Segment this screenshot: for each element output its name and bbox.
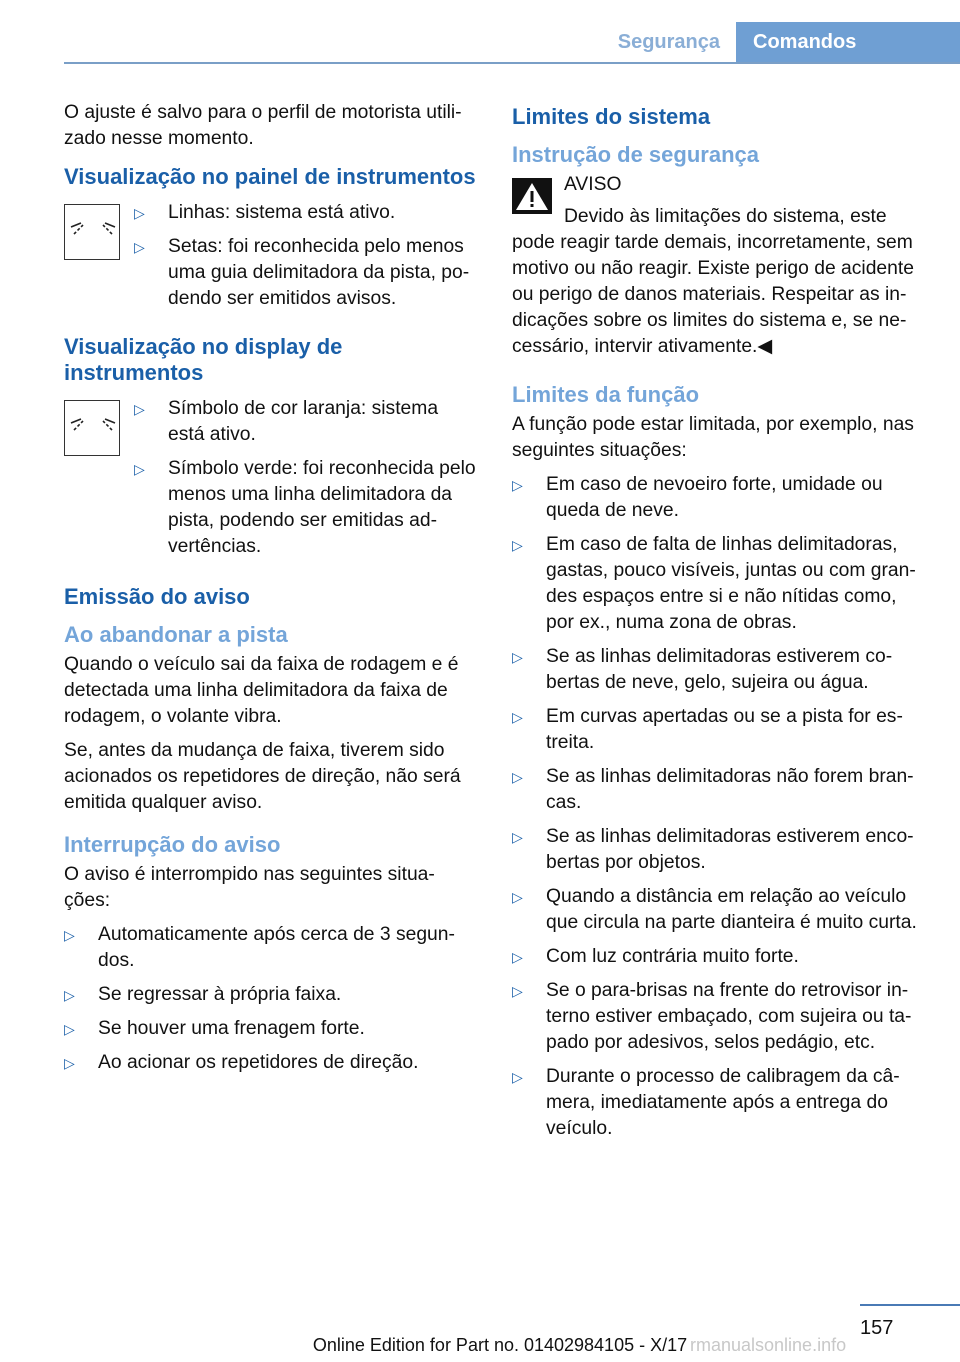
triangle-bullet-icon: ▷ (512, 983, 523, 999)
left-column (64, 100, 476, 1084)
right-column (512, 100, 928, 1150)
header-section-label: Segurança (617, 31, 720, 53)
triangle-bullet-icon: ▷ (134, 205, 145, 221)
watermark: rmanualsonline.info (690, 1335, 847, 1355)
list-item: ▷ Em caso de falta de linhas delimitadoras, gastas, pouco visíveis, juntas ou com gran-des espaços entre si e não nítidas como, por ex., numa zona de obras. (512, 534, 916, 633)
warning-triangle-icon (512, 178, 552, 212)
triangle-bullet-icon: ▷ (512, 829, 523, 845)
triangle-bullet-icon: ▷ (512, 477, 523, 493)
abandonar-paragraph-2: Se, antes da mudança de faixa, tiverem sido acionados os repetidores de direção, não será emitida qualquer aviso. (64, 740, 461, 813)
list-item: ▷ Em caso de nevoeiro forte, umidade ou queda de neve. (512, 474, 883, 521)
triangle-bullet-icon: ▷ (64, 1055, 75, 1071)
heading-painel: Visualização no painel de instrumentos (64, 164, 476, 189)
warning-text: Devido às limitações do sistema, este pode reagir tarde demais, incorretamente, sem motivo ou não reagir. Existe perigo de acidente ou perigo de danos materiais. Respeitar as in-dicações sobre os limites do sistema e, se ne-cessário, intervir ativamente.◀ (512, 206, 914, 357)
display-list (134, 396, 476, 560)
list-item: ▷ Se o para-brisas na frente do retrovisor in-terno estiver embaçado, com sujeira ou ta-pado por adesivos, selos pedágio, etc. (512, 980, 912, 1053)
triangle-bullet-icon: ▷ (512, 769, 523, 785)
painel-list (134, 200, 476, 312)
interrupcao-paragraph: O aviso é interrompido nas seguintes situa-ções: (64, 864, 435, 911)
funcao-paragraph: A função pode estar limitada, por exemplo, nas seguintes situações: (512, 414, 914, 461)
page-number: 157 (860, 1317, 894, 1339)
header-rule (64, 62, 960, 64)
interrupcao-list (64, 922, 476, 1076)
triangle-bullet-icon: ▷ (64, 987, 75, 1003)
intro-paragraph: O ajuste é salvo para o perfil de motorista utili-zado nesse momento. (64, 102, 462, 149)
triangle-bullet-icon: ▷ (64, 1021, 75, 1037)
triangle-bullet-icon: ▷ (64, 927, 75, 943)
list-item: ▷ Linhas: sistema está ativo. (134, 200, 476, 226)
triangle-bullet-icon: ▷ (134, 401, 145, 417)
triangle-bullet-icon: ▷ (512, 949, 523, 965)
header-chapter-tab: Comandos (736, 22, 960, 62)
heading-limites: Limites do sistema (512, 104, 711, 129)
list-item: ▷ Setas: foi reconhecida pelo menos uma guia delimitadora da pista, po-dendo ser emitidos avisos. (134, 236, 470, 309)
abandonar-paragraph-1: Quando o veículo sai da faixa de rodagem e é detectada uma linha delimitadora da faixa de rodagem, o volante vibra. (64, 654, 459, 727)
heading-emissao: Emissão do aviso (64, 584, 250, 609)
list-item: ▷ Símbolo verde: foi reconhecida pelo menos uma linha delimitadora da pista, podendo ser emitidas ad-vertências. (134, 458, 476, 557)
triangle-bullet-icon: ▷ (512, 889, 523, 905)
footer-rule (860, 1304, 960, 1306)
triangle-bullet-icon: ▷ (512, 1069, 523, 1085)
painel-block (64, 200, 476, 312)
list-item: ▷ Quando a distância em relação ao veículo que circula na parte dianteira é muito curta. (512, 886, 917, 933)
list-item: ▷ Ao acionar os repetidores de direção. (64, 1050, 476, 1076)
list-item: ▷ Com luz contrária muito forte. (512, 944, 928, 970)
list-item: ▷ Símbolo de cor laranja: sistema está ativo. (134, 398, 439, 445)
list-item: ▷ Se as linhas delimitadoras estiverem enco-bertas por objetos. (512, 826, 914, 873)
display-block (64, 396, 476, 560)
triangle-bullet-icon: ▷ (512, 649, 523, 665)
heading-abandonar: Ao abandonar a pista (64, 622, 288, 647)
list-item: ▷ Em curvas apertadas ou se a pista for es-treita. (512, 706, 903, 753)
list-item: ▷ Se houver uma frenagem forte. (64, 1016, 476, 1042)
lane-marking-icon (64, 400, 120, 456)
heading-interrupcao: Interrupção do aviso (64, 832, 281, 857)
triangle-bullet-icon: ▷ (512, 709, 523, 725)
list-item: ▷ Se regressar à própria faixa. (64, 982, 476, 1008)
lane-marking-icon (64, 204, 120, 260)
funcao-list (512, 472, 928, 1142)
warning-title: AVISO (564, 174, 622, 195)
warning-block (512, 172, 928, 360)
list-item: ▷ Se as linhas delimitadoras não forem bran-cas. (512, 766, 914, 813)
list-item: ▷ Automaticamente após cerca de 3 segun-dos. (64, 924, 455, 971)
triangle-bullet-icon: ▷ (134, 461, 145, 477)
heading-funcao: Limites da função (512, 382, 700, 407)
triangle-bullet-icon: ▷ (512, 537, 523, 553)
heading-display: Visualização no display de instrumentos (64, 334, 343, 385)
triangle-bullet-icon: ▷ (134, 239, 145, 255)
list-item: ▷ Durante o processo de calibragem da câ-mera, imediatamente após a entrega do veículo. (512, 1066, 900, 1139)
list-item: ▷ Se as linhas delimitadoras estiverem co-bertas de neve, gelo, sujeira ou água. (512, 646, 893, 693)
heading-instrucao: Instrução de segurança (512, 142, 759, 167)
footer-edition: Online Edition for Part no. 01402984105 - X/17 (312, 1335, 688, 1355)
